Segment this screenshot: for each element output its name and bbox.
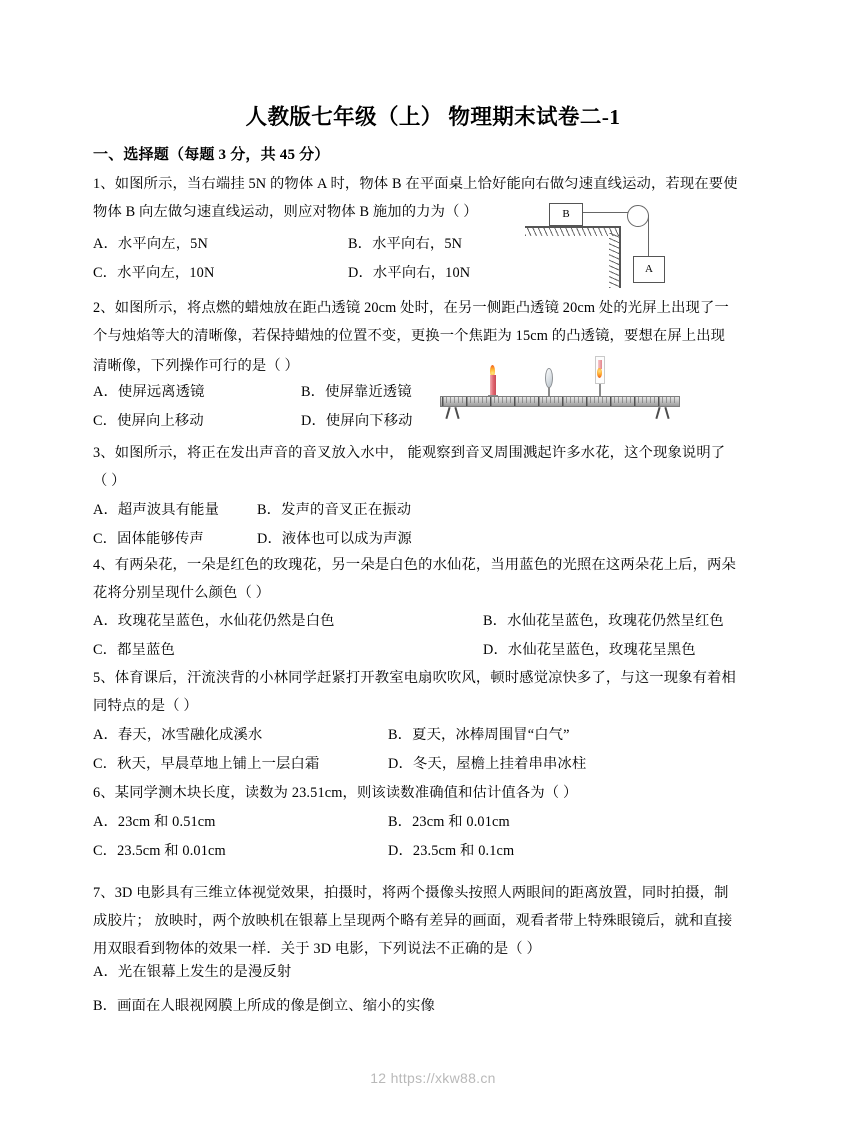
option-6-b[interactable]: B．23cm 和 0.01cm xyxy=(388,814,510,830)
option-7-b[interactable]: B．画面在人眼视网膜上所成的像是倒立、缩小的实像 xyxy=(93,998,435,1014)
question-1-stem-line-1: 1、如图所示，当右端挂 5N 的物体 A 时，物体 B 在平面桌上恰好能向右做匀速直线运动，若现在要使 xyxy=(93,176,738,192)
block-a: A xyxy=(633,256,665,283)
option-5-a[interactable]: A．春天，冰雪融化成溪水 xyxy=(93,727,263,743)
candle-icon xyxy=(488,366,498,396)
option-row xyxy=(93,837,778,866)
convex-lens-icon xyxy=(542,368,556,398)
option-3-b[interactable]: B．发声的音叉正在振动 xyxy=(257,502,412,518)
block-b: B xyxy=(549,203,583,226)
question-5-stem-line-2: 同特点的是（ ） xyxy=(93,698,198,714)
pulley-wheel-icon xyxy=(627,205,649,227)
question-6-options xyxy=(93,808,778,866)
light-screen-icon xyxy=(592,356,608,398)
footer-watermark: 12 https://xkw88.cn xyxy=(370,1070,496,1086)
question-2-stem-line-3: 清晰像，下列操作可行的是（ ） xyxy=(93,358,299,374)
option-1-c[interactable]: C．水平向左，10N xyxy=(93,265,215,281)
bench-leg-left xyxy=(446,407,460,419)
option-3-d[interactable]: D．液体也可以成为声源 xyxy=(257,531,412,547)
question-5-options xyxy=(93,721,778,779)
option-4-a[interactable]: A．玫瑰花呈蓝色，水仙花仍然是白色 xyxy=(93,613,335,629)
question-3-stem-line-1: 3、如图所示，将正在发出声音的音叉放入水中， 能观察到音叉周围溅起许多水花，这个现象说明了 xyxy=(93,445,726,461)
option-row xyxy=(93,989,778,1023)
question-2-stem-line-1: 2、如图所示，将点燃的蜡烛放在距凸透镜 20cm 处时，在另一侧距凸透镜 20cm 处的光屏上出现了一 xyxy=(93,300,729,316)
option-1-b[interactable]: B．水平向右，5N xyxy=(348,236,463,252)
option-2-d[interactable]: D．使屏向下移动 xyxy=(301,413,413,429)
option-row xyxy=(93,721,778,750)
question-3-options xyxy=(93,496,778,554)
option-row xyxy=(93,955,778,989)
option-row xyxy=(93,230,778,259)
string-horizontal xyxy=(583,212,631,213)
question-4-stem xyxy=(93,551,778,607)
bench-leg-right xyxy=(656,407,670,419)
lens-glass xyxy=(545,368,553,388)
pulley-table-diagram xyxy=(523,193,673,288)
question-4-options xyxy=(93,607,778,665)
question-4-stem-line-1: 4、有两朵花，一朵是红色的玫瑰花，另一朵是白色的水仙花，当用蓝色的光照在这两朵花上后，两朵 xyxy=(93,557,736,573)
question-4-stem-line-2: 花将分别呈现什么颜色（ ） xyxy=(93,585,271,601)
question-2-stem-line-2: 个与烛焰等大的清晰像，若保持蜡烛的位置不变，更换一个焦距为 15cm 的凸透镜，要想在屏上出现 xyxy=(93,328,726,344)
question-7-stem-line-1: 7、3D 电影具有三维立体视觉效果，拍摄时，将两个摄像头按照人两眼间的距离放置，同时拍摄，制 xyxy=(93,885,729,901)
question-7-stem xyxy=(93,879,778,963)
question-6-stem xyxy=(93,779,778,807)
question-5-stem xyxy=(93,664,778,720)
option-7-a[interactable]: A．光在银幕上发生的是漫反射 xyxy=(93,964,292,980)
option-4-b[interactable]: B．水仙花呈蓝色，玫瑰花仍然呈红色 xyxy=(483,613,724,629)
option-6-a[interactable]: A．23cm 和 0.51cm xyxy=(93,814,216,830)
table-hatching xyxy=(525,228,621,236)
question-3-stem-line-2: （ ） xyxy=(93,473,126,489)
option-1-d[interactable]: D．水平向右，10N xyxy=(348,265,471,281)
option-row xyxy=(93,808,778,837)
option-1-a[interactable]: A．水平向左，5N xyxy=(93,236,208,252)
option-3-a[interactable]: A．超声波具有能量 xyxy=(93,502,220,518)
page-title: 人教版七年级（上） 物理期末试卷二-1 xyxy=(245,105,621,129)
option-5-b[interactable]: B．夏天，冰棒周围冒“白气” xyxy=(388,727,570,743)
option-2-c[interactable]: C．使屏向上移动 xyxy=(93,413,204,429)
option-row xyxy=(93,525,778,554)
option-row xyxy=(93,750,778,779)
section-heading: 一、选择题（每题 3 分，共 45 分） xyxy=(93,147,330,163)
question-7-stem-line-3: 用双眼看到物体的效果一样．关于 3D 电影，下列说法不正确的是（ ） xyxy=(93,941,541,957)
question-7-stem-line-2: 成胶片； 放映时，两个放映机在银幕上呈现两个略有差异的画面，观看者带上特殊眼镜后，就和直接 xyxy=(93,913,733,929)
question-5-stem-line-1: 5、体育课后，汗流浃背的小林同学赶紧打开教室电扇吹吹风，顿时感觉凉快多了，与这一现象有着相 xyxy=(93,670,736,686)
option-row xyxy=(93,607,778,636)
option-5-d[interactable]: D．冬天，屋檐上挂着串串冰柱 xyxy=(388,756,587,772)
option-2-a[interactable]: A．使屏远离透镜 xyxy=(93,384,205,400)
question-3-stem xyxy=(93,439,778,495)
ruler-major-ticks xyxy=(442,397,678,406)
table-leg-line xyxy=(619,226,621,288)
question-1-options xyxy=(93,230,778,288)
option-row xyxy=(93,496,778,525)
question-6-stem-line-1: 6、某同学测木块长度，读数为 23.51cm，则该读数准确值和估计值各为（ ） xyxy=(93,785,578,801)
option-5-c[interactable]: C．秋天，早晨草地上铺上一层白霜 xyxy=(93,756,320,772)
candle-body xyxy=(490,375,496,396)
option-row xyxy=(93,259,778,288)
question-1-stem xyxy=(93,170,778,226)
optical-bench-diagram xyxy=(432,352,684,424)
option-6-d[interactable]: D．23.5cm 和 0.1cm xyxy=(388,843,515,859)
table-leg-hatching xyxy=(609,233,619,288)
option-4-c[interactable]: C．都呈蓝色 xyxy=(93,642,175,658)
option-row xyxy=(93,636,778,665)
question-1-stem-line-2: 物体 B 向左做匀速直线运动，则应对物体 B 施加的力为（ ） xyxy=(93,204,478,220)
string-vertical xyxy=(648,215,649,257)
option-6-c[interactable]: C．23.5cm 和 0.01cm xyxy=(93,843,226,859)
option-2-b[interactable]: B．使屏靠近透镜 xyxy=(301,384,412,400)
question-7-options xyxy=(93,955,778,1023)
option-3-c[interactable]: C．固体能够传声 xyxy=(93,531,204,547)
option-4-d[interactable]: D．水仙花呈蓝色，玫瑰花呈黑色 xyxy=(483,642,696,658)
